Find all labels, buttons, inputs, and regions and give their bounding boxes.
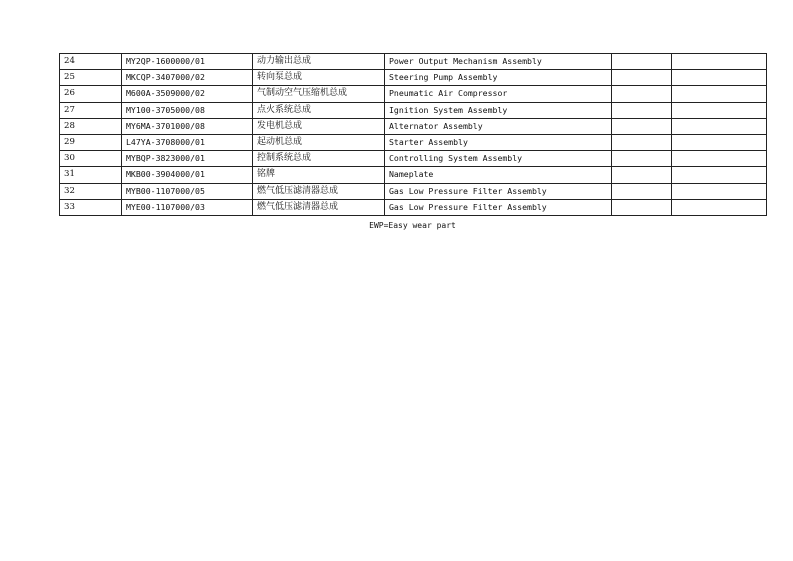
table-row <box>60 183 767 199</box>
cell-english-name: Alternator Assembly <box>385 118 612 134</box>
cell-english-name: Gas Low Pressure Filter Assembly <box>385 183 612 199</box>
cell-blank-5 <box>612 70 672 86</box>
cell-blank-6 <box>672 86 767 102</box>
cell-item-number: 26 <box>60 86 122 102</box>
parts-table <box>59 53 767 216</box>
cell-item-number: 29 <box>60 134 122 150</box>
cell-english-name: Gas Low Pressure Filter Assembly <box>385 199 612 215</box>
table-row <box>60 199 767 215</box>
cell-blank-5 <box>612 134 672 150</box>
cell-chinese-name: 转向泵总成 <box>253 70 385 86</box>
cell-english-name: Controlling System Assembly <box>385 151 612 167</box>
cell-english-name: Nameplate <box>385 167 612 183</box>
table-row <box>60 70 767 86</box>
cell-part-code: MYBQP-3823000/01 <box>122 151 253 167</box>
cell-part-code: M600A-3509000/02 <box>122 86 253 102</box>
cell-chinese-name: 气制动空气压缩机总成 <box>253 86 385 102</box>
cell-blank-5 <box>612 118 672 134</box>
footnote: EWP=Easy wear part <box>369 221 456 230</box>
cell-part-code: MKB00-3904000/01 <box>122 167 253 183</box>
cell-blank-5 <box>612 102 672 118</box>
cell-chinese-name: 燃气低压滤清器总成 <box>253 199 385 215</box>
cell-item-number: 24 <box>60 54 122 70</box>
cell-blank-6 <box>672 54 767 70</box>
cell-blank-5 <box>612 54 672 70</box>
cell-part-code: MY6MA-3701000/08 <box>122 118 253 134</box>
cell-chinese-name: 动力输出总成 <box>253 54 385 70</box>
cell-english-name: Starter Assembly <box>385 134 612 150</box>
cell-item-number: 32 <box>60 183 122 199</box>
cell-blank-5 <box>612 86 672 102</box>
cell-part-code: MY100-3705000/08 <box>122 102 253 118</box>
cell-part-code: MY2QP-1600000/01 <box>122 54 253 70</box>
cell-chinese-name: 燃气低压滤清器总成 <box>253 183 385 199</box>
table-row <box>60 118 767 134</box>
cell-part-code: MKCQP-3407000/02 <box>122 70 253 86</box>
parts-table-body <box>60 54 767 216</box>
cell-chinese-name: 点火系统总成 <box>253 102 385 118</box>
cell-blank-6 <box>672 102 767 118</box>
cell-item-number: 30 <box>60 151 122 167</box>
table-row <box>60 151 767 167</box>
cell-part-code: MYE00-1107000/03 <box>122 199 253 215</box>
cell-part-code: MYB00-1107000/05 <box>122 183 253 199</box>
cell-chinese-name: 起动机总成 <box>253 134 385 150</box>
cell-blank-6 <box>672 134 767 150</box>
cell-blank-6 <box>672 199 767 215</box>
cell-chinese-name: 控制系统总成 <box>253 151 385 167</box>
cell-blank-5 <box>612 183 672 199</box>
cell-item-number: 25 <box>60 70 122 86</box>
cell-blank-6 <box>672 151 767 167</box>
table-row <box>60 134 767 150</box>
cell-blank-6 <box>672 167 767 183</box>
cell-blank-6 <box>672 183 767 199</box>
cell-item-number: 27 <box>60 102 122 118</box>
cell-blank-5 <box>612 167 672 183</box>
cell-blank-5 <box>612 199 672 215</box>
cell-blank-5 <box>612 151 672 167</box>
table-row <box>60 102 767 118</box>
cell-item-number: 31 <box>60 167 122 183</box>
cell-chinese-name: 发电机总成 <box>253 118 385 134</box>
table-row <box>60 86 767 102</box>
table-row <box>60 167 767 183</box>
table-row <box>60 54 767 70</box>
cell-item-number: 33 <box>60 199 122 215</box>
cell-blank-6 <box>672 118 767 134</box>
cell-part-code: L47YA-3708000/01 <box>122 134 253 150</box>
cell-english-name: Power Output Mechanism Assembly <box>385 54 612 70</box>
cell-chinese-name: 铭牌 <box>253 167 385 183</box>
cell-english-name: Steering Pump Assembly <box>385 70 612 86</box>
cell-item-number: 28 <box>60 118 122 134</box>
cell-english-name: Ignition System Assembly <box>385 102 612 118</box>
cell-english-name: Pneumatic Air Compressor <box>385 86 612 102</box>
cell-blank-6 <box>672 70 767 86</box>
